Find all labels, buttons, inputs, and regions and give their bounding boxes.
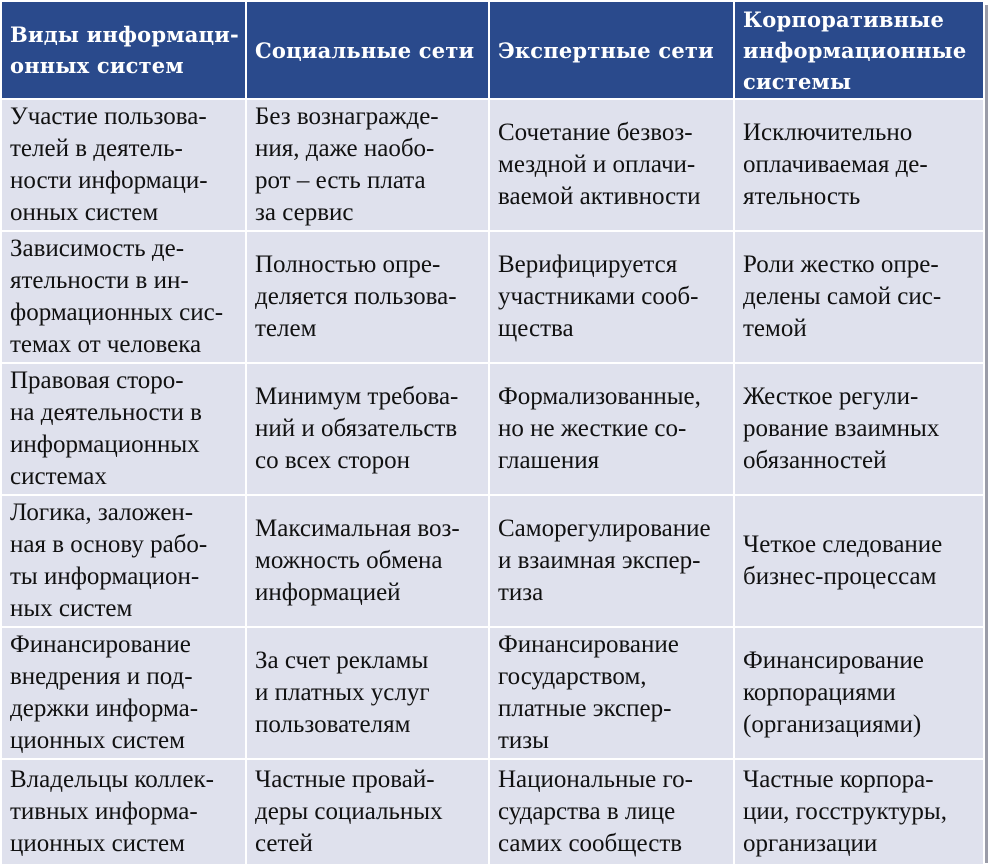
table-cell: Частные провай- деры социальных сетей	[246, 759, 489, 865]
table-cell: Финансирование внедрения и под- держки информа- ционных систем	[1, 627, 246, 759]
table-cell: Роли жестко опре- делены самой сис- темой	[734, 231, 984, 363]
table-cell: Саморегулирование и взаимная экспер- тиза	[489, 495, 734, 627]
table-row	[1, 627, 984, 759]
table-cell: Частные корпора- ции, госструктуры, организации	[734, 759, 984, 865]
header-cell-types: Виды информаци- онных систем	[1, 1, 246, 99]
table-row	[1, 231, 984, 363]
table-header-row	[1, 1, 984, 99]
header-cell-expert-networks: Экспертные сети	[489, 1, 734, 99]
table-cell: Формализованные, но не жесткие со- глашения	[489, 363, 734, 495]
table-cell: Зависимость де- ятельности в ин- формационных сис- темах от человека	[1, 231, 246, 363]
table-cell: Максимальная воз- можность обмена информацией	[246, 495, 489, 627]
table-cell: За счет рекламы и платных услуг пользователям	[246, 627, 489, 759]
table-row	[1, 759, 984, 865]
table-row	[1, 495, 984, 627]
table-cell: Полностью опре- деляется пользова- телем	[246, 231, 489, 363]
table-cell: Сочетание безвоз- мездной и оплачи- ваемой активности	[489, 99, 734, 231]
table-cell: Без вознагражде- ния, даже наобо- рот – есть плата за сервис	[246, 99, 489, 231]
table-cell: Национальные го- сударства в лице самих сообществ	[489, 759, 734, 865]
table-cell: Жесткое регули- рование взаимных обязанностей	[734, 363, 984, 495]
table-cell: Исключительно оплачиваемая де- ятельность	[734, 99, 984, 231]
table-row	[1, 363, 984, 495]
table-cell: Правовая сторо- на деятельности в информационных системах	[1, 363, 246, 495]
table-cell: Финансирование корпорациями (организациями)	[734, 627, 984, 759]
table-cell: Логика, заложен- ная в основу рабо- ты информацион- ных систем	[1, 495, 246, 627]
table-cell: Финансирование государством, платные экспер- тизы	[489, 627, 734, 759]
header-cell-social-networks: Социальные сети	[246, 1, 489, 99]
table-row	[1, 99, 984, 231]
table-cell: Владельцы коллек- тивных информа- ционных систем	[1, 759, 246, 865]
table-cell: Четкое следование бизнес-процессам	[734, 495, 984, 627]
table-cell: Верифицируется участниками сооб- щества	[489, 231, 734, 363]
table-cell: Минимум требова- ний и обязательств со всех сторон	[246, 363, 489, 495]
table-cell: Участие пользова- телей в деятель- ности информаци- онных систем	[1, 99, 246, 231]
header-cell-corporate-systems: Корпоративные информационные системы	[734, 1, 984, 99]
